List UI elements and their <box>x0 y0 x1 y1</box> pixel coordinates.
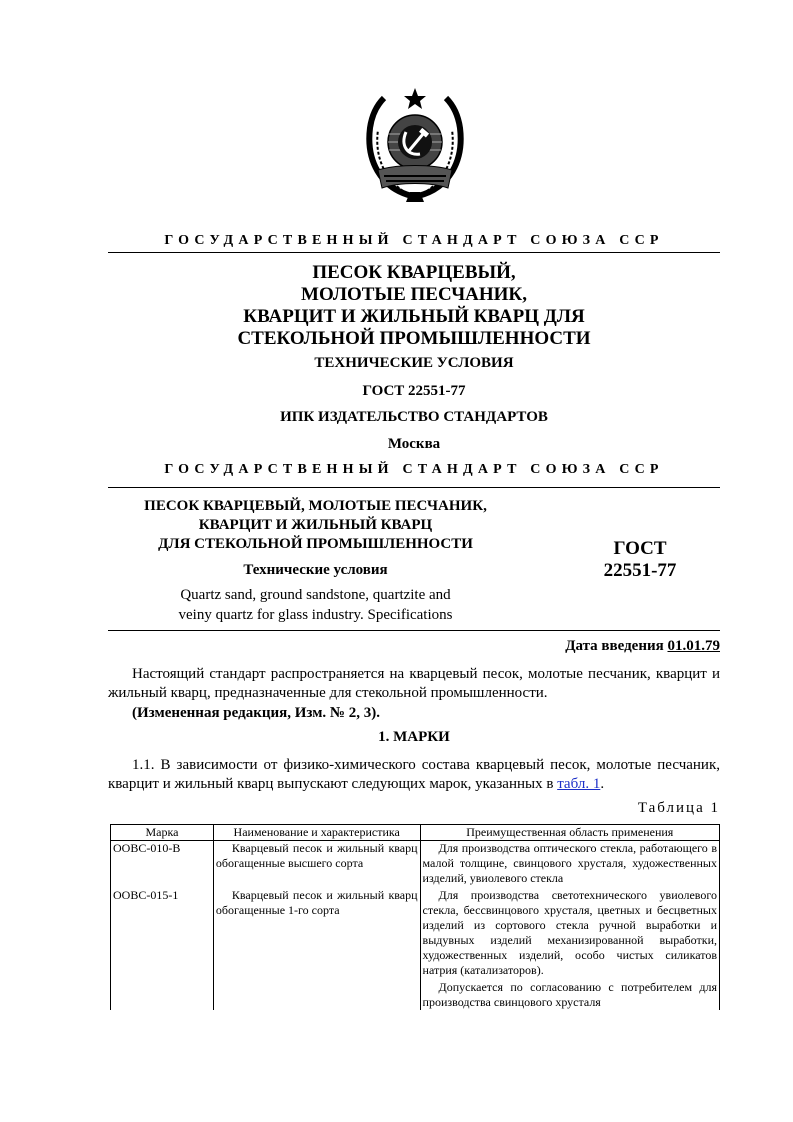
date-label: Дата введения <box>565 638 664 654</box>
block-title <box>108 497 523 554</box>
gost-code: 22551-77 <box>603 560 677 581</box>
tech-conditions-heading: ТЕХНИЧЕСКИЕ УСЛОВИЯ <box>314 355 514 371</box>
table-1-link[interactable]: табл. 1 <box>557 776 601 792</box>
usage-paragraph: Для производства светотехнического увиолевого стекла, бессвинцового хрусталя, цветных и бесцветных изделий из сортового стекла ручной выработки и выдувных изделий механизированной выработки, художественных изделий, особо чистых силикатов натрия (катализаторов). <box>422 888 717 977</box>
publisher-name: ИПК ИЗДАТЕЛЬСТВО СТАНДАРТОВ <box>280 409 548 425</box>
section-heading-grades: 1. МАРКИ <box>378 729 450 745</box>
title-line: ПЕСОК КВАРЦЕВЫЙ, <box>312 262 516 283</box>
introduction-date <box>565 638 720 655</box>
header-name: Наименование и характеристика <box>213 825 420 841</box>
english-title <box>108 585 523 625</box>
clause-end: . <box>600 776 605 792</box>
header-grade: Марка <box>111 825 214 841</box>
gost-number-heading: ГОСТ 22551-77 <box>362 383 466 399</box>
table-header-row <box>111 825 720 841</box>
title-line: КВАРЦИТ И ЖИЛЬНЫЙ КВАРЦ ДЛЯ <box>243 306 585 327</box>
revision-note: (Измененная редакция, Изм. № 2, 3). <box>132 705 381 721</box>
block-top-rule <box>108 487 720 488</box>
table-caption: Таблица 1 <box>637 800 720 816</box>
document-title <box>108 262 720 350</box>
header-usage: Преимущественная область применения <box>420 825 719 841</box>
english-title-line: Quartz sand, ground sandstone, quartzite and <box>180 587 451 603</box>
name-cell: Кварцевый песок и жильный кварц обогащенные 1-го сорта <box>213 886 420 1010</box>
header-standard-of-ussr: ГОСУДАРСТВЕННЫЙ СТАНДАРТ СОЮЗА ССР <box>164 233 664 248</box>
title-line: СТЕКОЛЬНОЙ ПРОМЫШЛЕННОСТИ <box>237 328 591 349</box>
grades-table <box>110 824 720 1010</box>
usage-paragraph: Допускается по согласованию с потребителем для производства свинцового хрусталя <box>422 980 717 1009</box>
usage-paragraph: Для производства оптического стекла, работающего в малой толщине, свинцового хрусталя, художественных изделий, увиолевого стекла <box>422 841 717 885</box>
scope-paragraph: Настоящий стандарт распространяется на кварцевый песок, молотые песчаник, кварцит и жильный кварц, предназначенные для стекольной промышленности. <box>108 666 720 701</box>
clause-1-1 <box>108 756 720 794</box>
date-value: 01.01.79 <box>667 638 720 654</box>
block-subtitle: Технические условия <box>243 562 388 578</box>
table-row <box>111 841 720 887</box>
block-title-line: ДЛЯ СТЕКОЛЬНОЙ ПРОМЫШЛЕННОСТИ <box>158 536 473 552</box>
name-cell: Кварцевый песок и жильный кварц обогащенные высшего сорта <box>213 841 420 887</box>
clause-text: 1.1. В зависимости от физико-химического состава кварцевый песок, молотые песчаник, кварцит и жильный кварц выпускают следующих марок, указанных в <box>108 757 720 792</box>
english-title-line: veiny quartz for glass industry. Specifications <box>178 607 453 623</box>
grade-cell: ООВС-015-1 <box>111 886 214 1010</box>
title-line: МОЛОТЫЕ ПЕСЧАНИК, <box>301 284 527 305</box>
ussr-state-emblem-icon <box>350 84 480 214</box>
publication-city: Москва <box>387 436 441 452</box>
block-bottom-rule <box>108 630 720 631</box>
table-row <box>111 886 720 1010</box>
header-top-rule <box>108 252 720 253</box>
gost-label: ГОСТ <box>613 538 667 559</box>
block-title-line: КВАРЦИТ И ЖИЛЬНЫЙ КВАРЦ <box>198 517 433 533</box>
usage-cell <box>420 886 719 1010</box>
block-title-line: ПЕСОК КВАРЦЕВЫЙ, МОЛОТЫЕ ПЕСЧАНИК, <box>144 498 487 514</box>
standard-of-ussr-repeat: ГОСУДАРСТВЕННЫЙ СТАНДАРТ СОЮЗА ССР <box>164 462 664 477</box>
grade-cell: ООВС-010-В <box>111 841 214 887</box>
usage-cell <box>420 841 719 887</box>
